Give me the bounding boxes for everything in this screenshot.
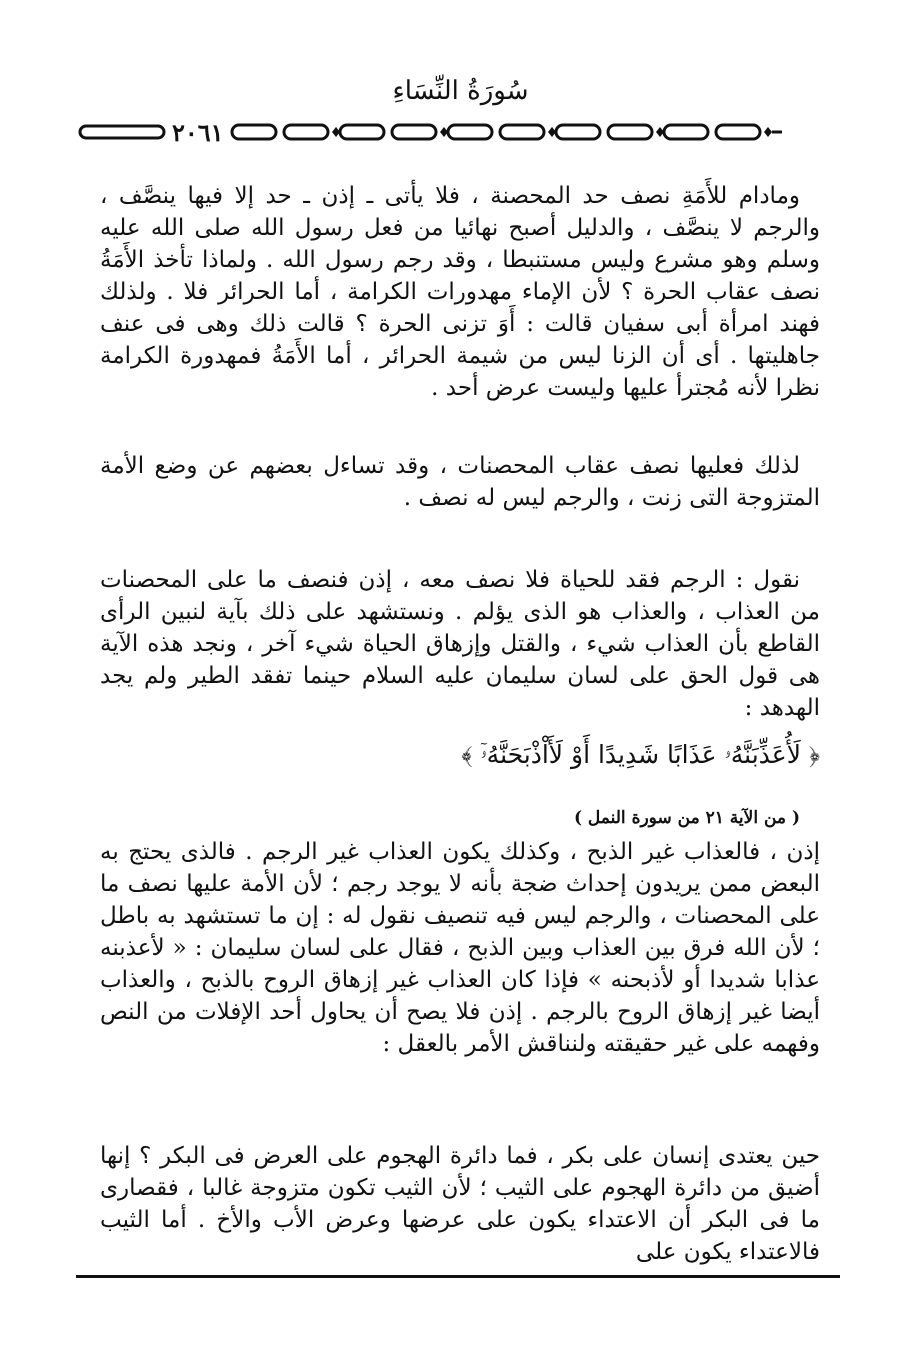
- chain-ornament-right: [228, 117, 788, 147]
- paragraph-4: [100, 836, 820, 1060]
- paragraph-2: [100, 450, 820, 514]
- paragraph-1: [100, 180, 820, 404]
- header-ornament-band: [78, 114, 834, 150]
- paragraph-2-text: لذلك فعليها نصف عقاب المحصنات ، وقد تساءل بعضهم عن وضع الأمة المتزوجة التى زنت ، والرجم ليس له نصف .: [100, 453, 820, 511]
- quran-verse: ﴿ لَأُعَذِّبَنَّهُۥ عَذَابًا شَدِيدًا أَوْ لَأَاْذْبَحَنَّهُۥٓ ﴾: [461, 740, 820, 769]
- paragraph-5-text: حين يعتدى إنسان على بكر ، فما دائرة الهجوم على العرض فى البكر ؟ إنها أضيق من دائرة الهجوم على الثيب ؛ لأن الثيب تكون متزوجة غالبا ، فقصارى ما فى البكر أن الاعتداء يكون على عرضها وعرض الأب والأخ . أما الثيب فالاعتداء يكون على: [100, 1143, 820, 1265]
- paragraph-3-text: نقول : الرجم فقد للحياة فلا نصف معه ، إذن فنصف ما على المحصنات من العذاب ، والعذاب هو الذى يؤلم . ونستشهد على ذلك بآية لنبين الرأى القاطع بأن العذاب شيء ، والقتل وإزهاق الحياة شيء آخر ، ونجد هذه الآية هى قول الحق على لسان سليمان عليه السلام حينما تفقد الطير ولم يجد الهدهد :: [100, 567, 820, 721]
- paragraph-1-text: ومادام للأَمَةِ نصف حد المحصنة ، فلا يأتى ـ إذن ـ حد إلا فيها ينصَّف ، والرجم لا ينصَّف ، والدليل أصبح نهائيا من فعل رسول الله صلى الله عليه وسلم وهو مشرع وليس مستنبطا ، وقد رجم رسول الله . ولماذا تأخذ الأَمَةُ نصف عقاب الحرة ؟ لأن الإماء مهدورات الكرامة ، أما الحرائر فلا . ولذلك فهند امرأة أبى سفيان قالت : أَوَ تزنى الحرة ؟ قالت ذلك وهى فى عنف جاهليتها . أى أن الزنا ليس من شيمة الحرائر ، أما الأَمَةُ فمهدورة الكرامة نظرا لأنه مُجترأ عليها وليست عرض أحد .: [100, 183, 820, 401]
- chain-ornament-left: [78, 117, 168, 147]
- paragraph-4-text: إذن ، فالعذاب غير الذبح ، وكذلك يكون العذاب غير الرجم . فالذى يحتج به البعض ممن يريدون إحداث ضجة بأنه لا يوجد رجم ؛ لأن الأمة عليها نصف ما على المحصنات ، والرجم ليس فيه تنصيف نقول له : إن ما تستشهد به باطل ؛ لأن الله فرق بين العذاب وبين الذبح ، فقال على لسان سليمان : « لأعذبنه عذابا شديدا أو لأذبحنه » فإذا كان العذاب غير إزهاق الروح بالذبح ، والعذاب أيضا غير إزهاق الروح بالرجم . إذن فلا يصح أن يحاول أحد الإفلات من النص وفهمه على غير حقيقته ولنناقش الأمر بالعقل :: [100, 839, 820, 1057]
- verse-citation: ( من الآية ٢١ من سورة النمل ): [573, 808, 800, 828]
- page-number: ٢٠٦١: [172, 117, 224, 147]
- paragraph-5: [100, 1140, 820, 1268]
- surah-title: سُورَةُ النِّسَاءِ: [392, 76, 529, 106]
- paragraph-3: [100, 564, 820, 724]
- footer-rule: [76, 1275, 840, 1278]
